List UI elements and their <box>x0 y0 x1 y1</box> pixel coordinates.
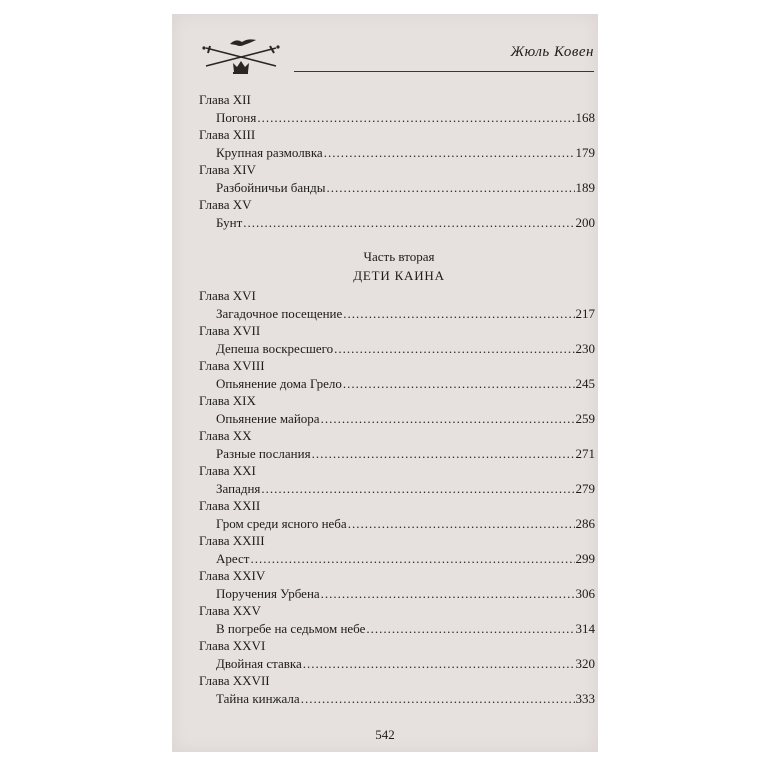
toc-entry <box>199 480 595 498</box>
chapter-heading: Глава XXIII <box>199 533 265 548</box>
toc-entry <box>199 305 595 323</box>
chapter-heading: Глава XVI <box>199 288 256 303</box>
page-header <box>172 14 598 74</box>
chapter-page-number: 217 <box>575 305 595 321</box>
chapter-page-number: 306 <box>575 585 595 601</box>
chapter-title: Загадочное посещение <box>216 305 343 321</box>
chapter-heading: Глава XVII <box>199 323 261 338</box>
chapter-page-number: 314 <box>575 620 595 636</box>
toc-entry <box>199 109 595 127</box>
chapter-heading: Глава XV <box>199 197 252 212</box>
chapter-title: Крупная размолвка <box>216 144 323 160</box>
toc-entry <box>199 690 595 708</box>
dot-leader <box>301 690 575 708</box>
toc-part-one <box>199 91 595 231</box>
chapter-title: Опьянение дома Грело <box>216 375 342 391</box>
chapter-page-number: 320 <box>575 655 595 671</box>
chapter-title: Поручения Урбена <box>216 585 320 601</box>
chapter-page-number: 200 <box>575 214 595 230</box>
toc-entry <box>199 620 595 638</box>
toc-entry <box>199 179 595 197</box>
chapter-title: Разные послания <box>216 445 311 461</box>
table-of-contents <box>199 91 595 707</box>
dot-leader <box>321 410 575 428</box>
header-rule <box>294 71 594 72</box>
dot-leader <box>261 480 574 498</box>
toc-entry <box>199 515 595 533</box>
toc-entry <box>199 410 595 428</box>
chapter-heading: Глава XIV <box>199 162 256 177</box>
chapter-title: Гром среди ясного неба <box>216 515 347 531</box>
chapter-page-number: 230 <box>575 340 595 356</box>
dot-leader <box>348 515 575 533</box>
chapter-page-number: 279 <box>575 480 595 496</box>
dot-leader <box>324 144 575 162</box>
toc-entry <box>199 375 595 393</box>
chapter-title: Опьянение майора <box>216 410 320 426</box>
toc-entry <box>199 214 595 232</box>
chapter-heading: Глава XXV <box>199 603 261 618</box>
chapter-title: Арест <box>216 550 250 566</box>
chapter-page-number: 271 <box>575 445 595 461</box>
chapter-heading: Глава XXVII <box>199 673 270 688</box>
toc-entry <box>199 550 595 568</box>
chapter-heading: Глава XXVI <box>199 638 266 653</box>
running-head: Жюль Ковен <box>510 44 594 60</box>
chapter-page-number: 333 <box>575 690 595 706</box>
chapter-page-number: 259 <box>575 410 595 426</box>
chapter-title: Депеша воскресшего <box>216 340 334 356</box>
crossed-swords-crown-icon <box>200 36 284 76</box>
chapter-title: Бунт <box>216 214 243 230</box>
chapter-title: Западня <box>216 480 261 496</box>
chapter-page-number: 286 <box>575 515 595 531</box>
toc-entry <box>199 585 595 603</box>
chapter-page-number: 189 <box>575 179 595 195</box>
chapter-page-number: 299 <box>575 550 595 566</box>
dot-leader <box>303 655 575 673</box>
toc-entry <box>199 445 595 463</box>
chapter-page-number: 245 <box>575 375 595 391</box>
dot-leader <box>343 305 574 323</box>
chapter-heading: Глава XIII <box>199 127 256 142</box>
chapter-heading: Глава XXIV <box>199 568 266 583</box>
part-title: ДЕТИ КАИНА <box>353 268 445 283</box>
toc-part-two <box>199 287 595 707</box>
toc-entry <box>199 655 595 673</box>
chapter-title: Двойная ставка <box>216 655 302 671</box>
chapter-heading: Глава XVIII <box>199 358 265 373</box>
chapter-heading: Глава XXII <box>199 498 261 513</box>
dot-leader <box>312 445 575 463</box>
chapter-title: Погоня <box>216 109 257 125</box>
chapter-title: Разбойничьи банды <box>216 179 326 195</box>
chapter-page-number: 168 <box>575 109 595 125</box>
chapter-page-number: 179 <box>575 144 595 160</box>
book-page <box>172 14 598 752</box>
chapter-heading: Глава XII <box>199 92 251 107</box>
dot-leader <box>257 109 574 127</box>
page-number: 542 <box>375 727 395 742</box>
toc-entry <box>199 144 595 162</box>
dot-leader <box>366 620 574 638</box>
part-label: Часть вторая <box>363 249 435 264</box>
chapter-heading: Глава XIX <box>199 393 256 408</box>
dot-leader <box>250 550 574 568</box>
dot-leader <box>343 375 575 393</box>
chapter-title: Тайна кинжала <box>216 690 300 706</box>
dot-leader <box>243 214 574 232</box>
chapter-heading: Глава XXI <box>199 463 256 478</box>
dot-leader <box>321 585 575 603</box>
chapter-heading: Глава XX <box>199 428 252 443</box>
chapter-title: В погребе на седьмом небе <box>216 620 366 636</box>
dot-leader <box>334 340 574 358</box>
dot-leader <box>326 179 574 197</box>
toc-entry <box>199 340 595 358</box>
